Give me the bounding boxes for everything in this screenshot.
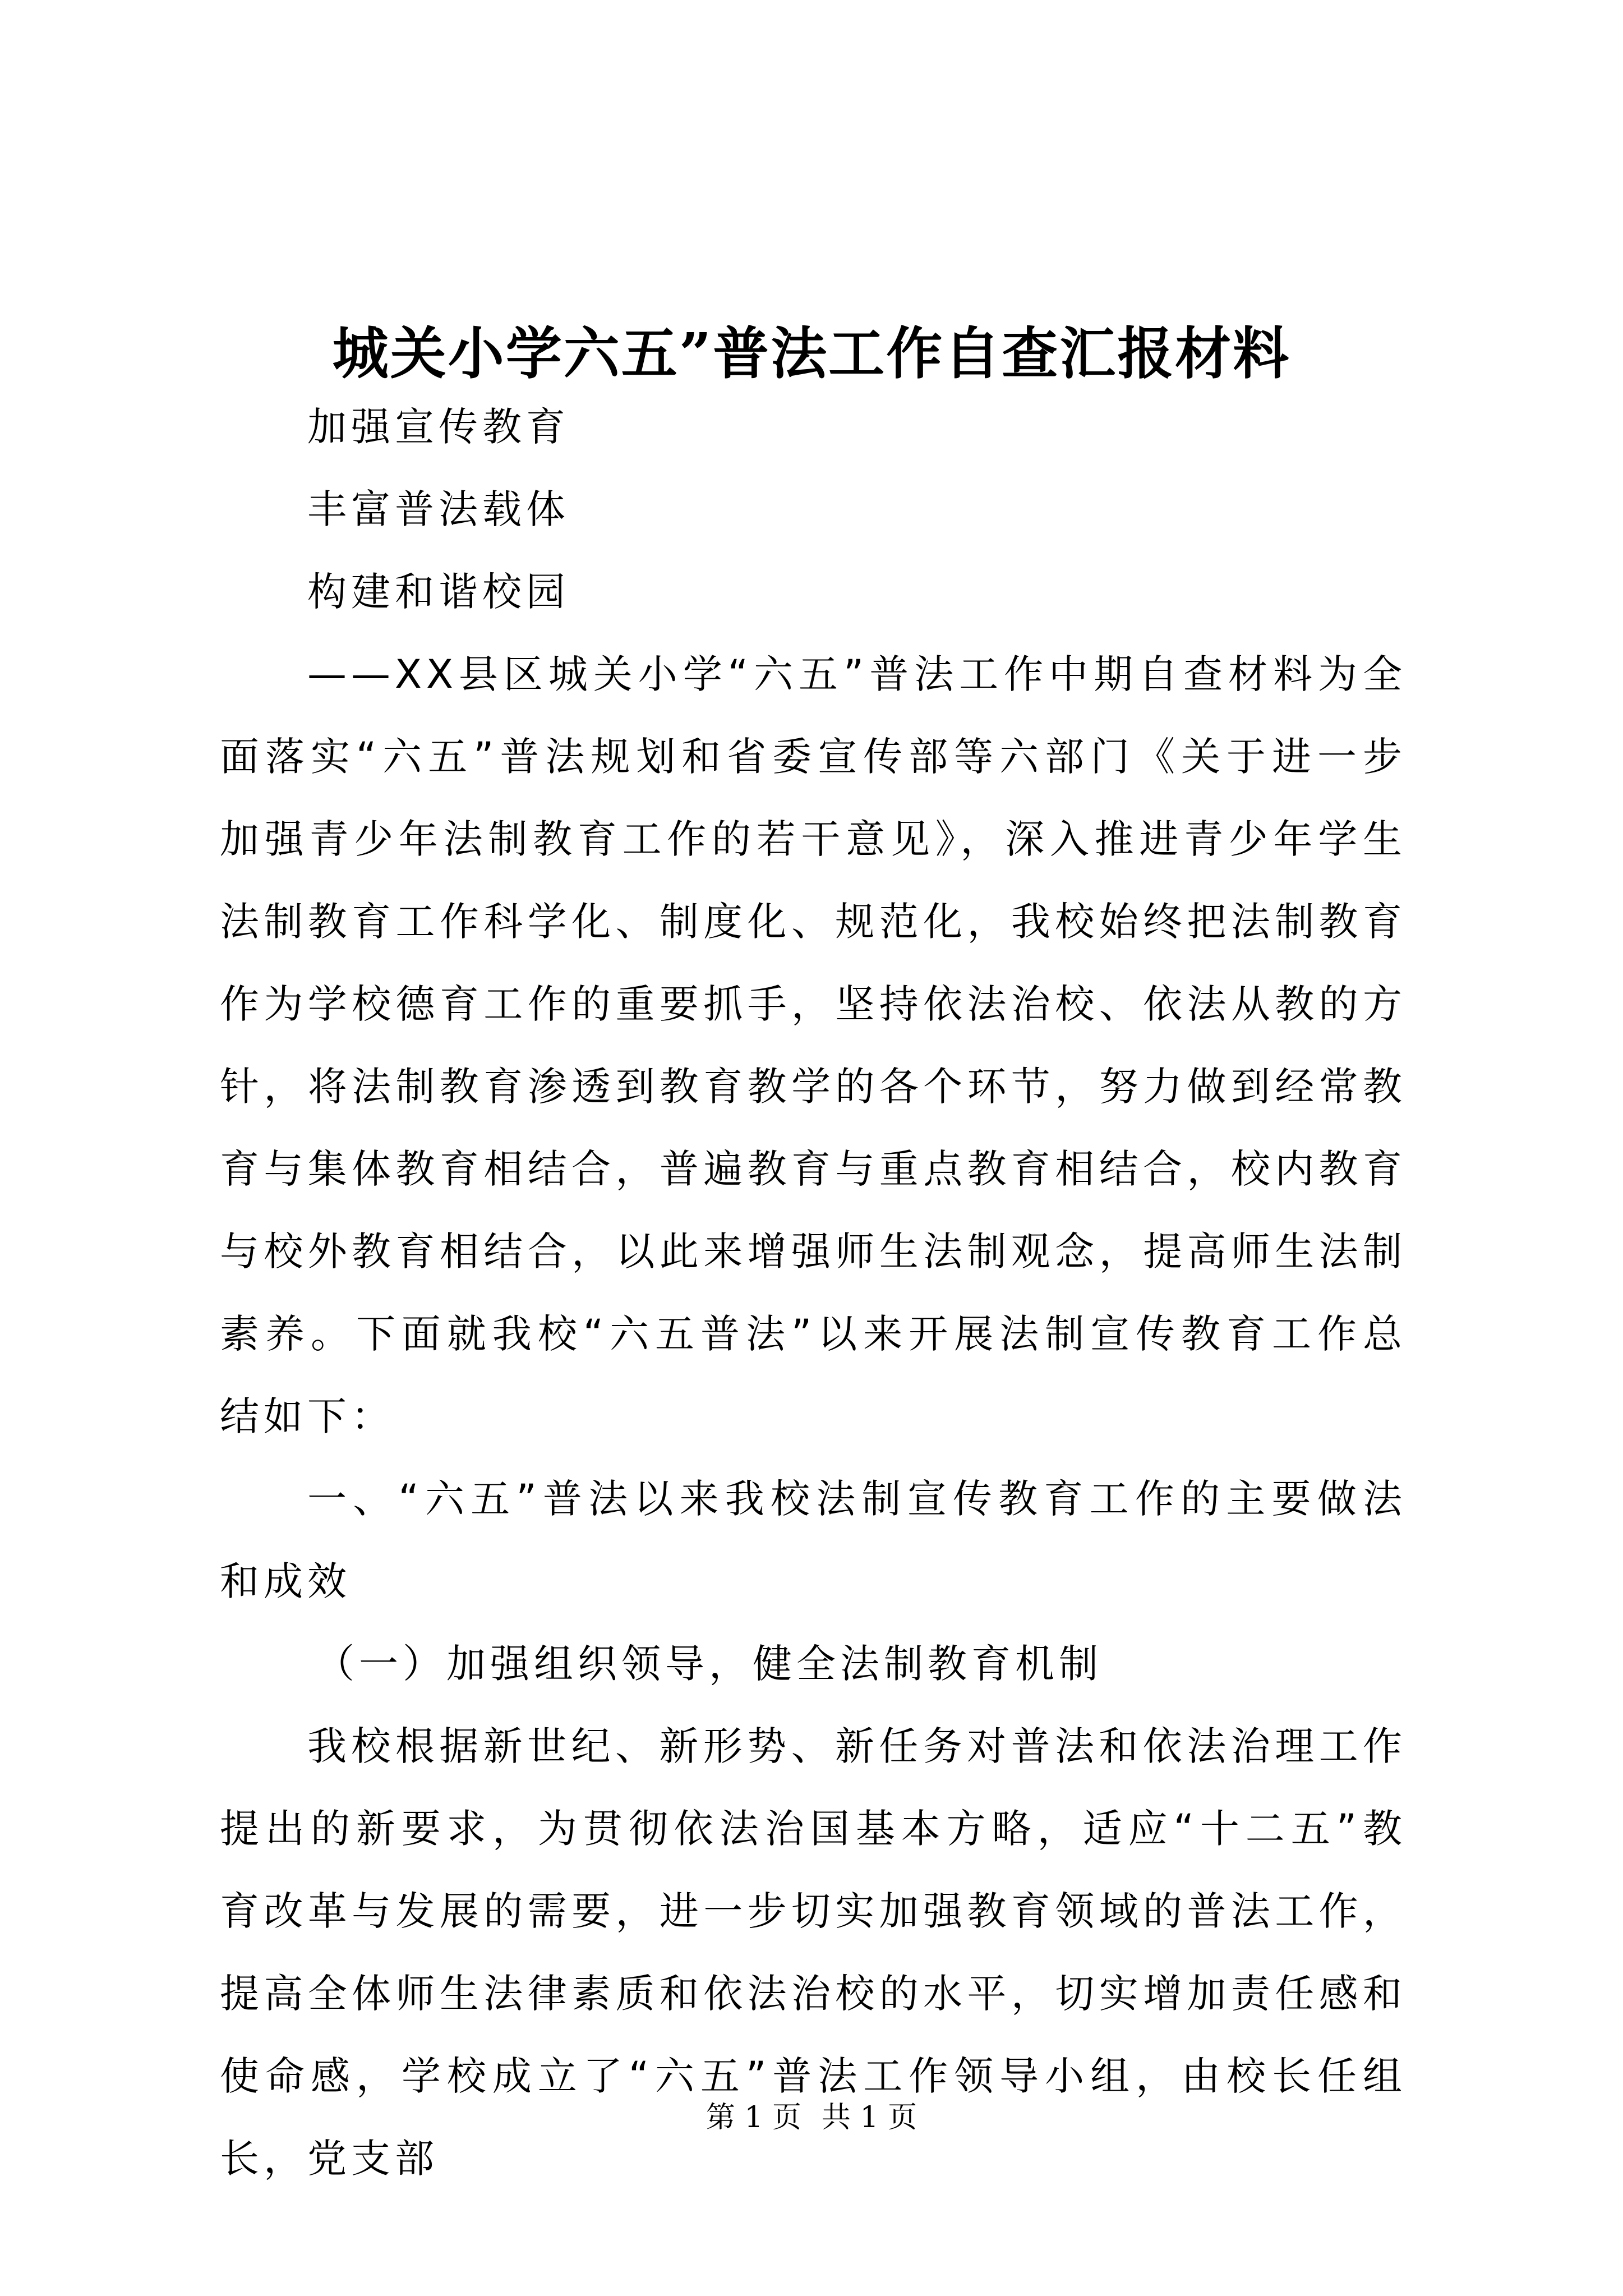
body-paragraph: 我校根据新世纪、新形势、新任务对普法和依法治理工作提出的新要求，为贯彻依法治国基本方略，适应“十二五”教育改革与发展的需要，进一步切实加强教育领域的普法工作，提高全体师生法律素质和依法治校的水平，切实增加责任感和使命感，学校成立了“六五”普法工作领导小组，由校长任组长，党支部 xyxy=(220,1723,1407,2182)
page-footer xyxy=(0,2098,1623,2137)
document-body xyxy=(220,386,1407,2200)
page-number: 第 1 页 xyxy=(706,2101,801,2134)
subsection-heading: （一）加强组织领导，健全法制教育机制 xyxy=(315,1641,1103,1687)
subtitle-line: 构建和谐校园 xyxy=(307,569,570,615)
section-heading: 一、“六五”普法以来我校法制宣传教育工作的主要做法和成效 xyxy=(220,1476,1407,1604)
document-title: 城关小学六五”普法工作自查汇报材料 xyxy=(332,320,1291,386)
page-total: 共 1 页 xyxy=(822,2101,917,2134)
body-paragraph: ——XX县区城关小学“六五”普法工作中期自查材料为全面落实“六五”普法规划和省委宣传部等六部门《关于进一步加强青少年法制教育工作的若干意见》，深入推进青少年学生法制教育工作科学化、制度化、规范化，我校始终把法制教育作为学校德育工作的重要抓手，坚持依法治校、依法从教的方针，将法制教育渗透到教育教学的各个环节，努力做到经常教育与集体教育相结合，普遍教育与重点教育相结合，校内教育与校外教育相结合，以此来增强师生法制观念，提高师生法制素养。下面就我校“六五普法”以来开展法制宣传教育工作总结如下： xyxy=(220,651,1407,1439)
subtitle-line: 丰富普法载体 xyxy=(307,486,570,532)
subtitle-line: 加强宣传教育 xyxy=(307,404,570,450)
